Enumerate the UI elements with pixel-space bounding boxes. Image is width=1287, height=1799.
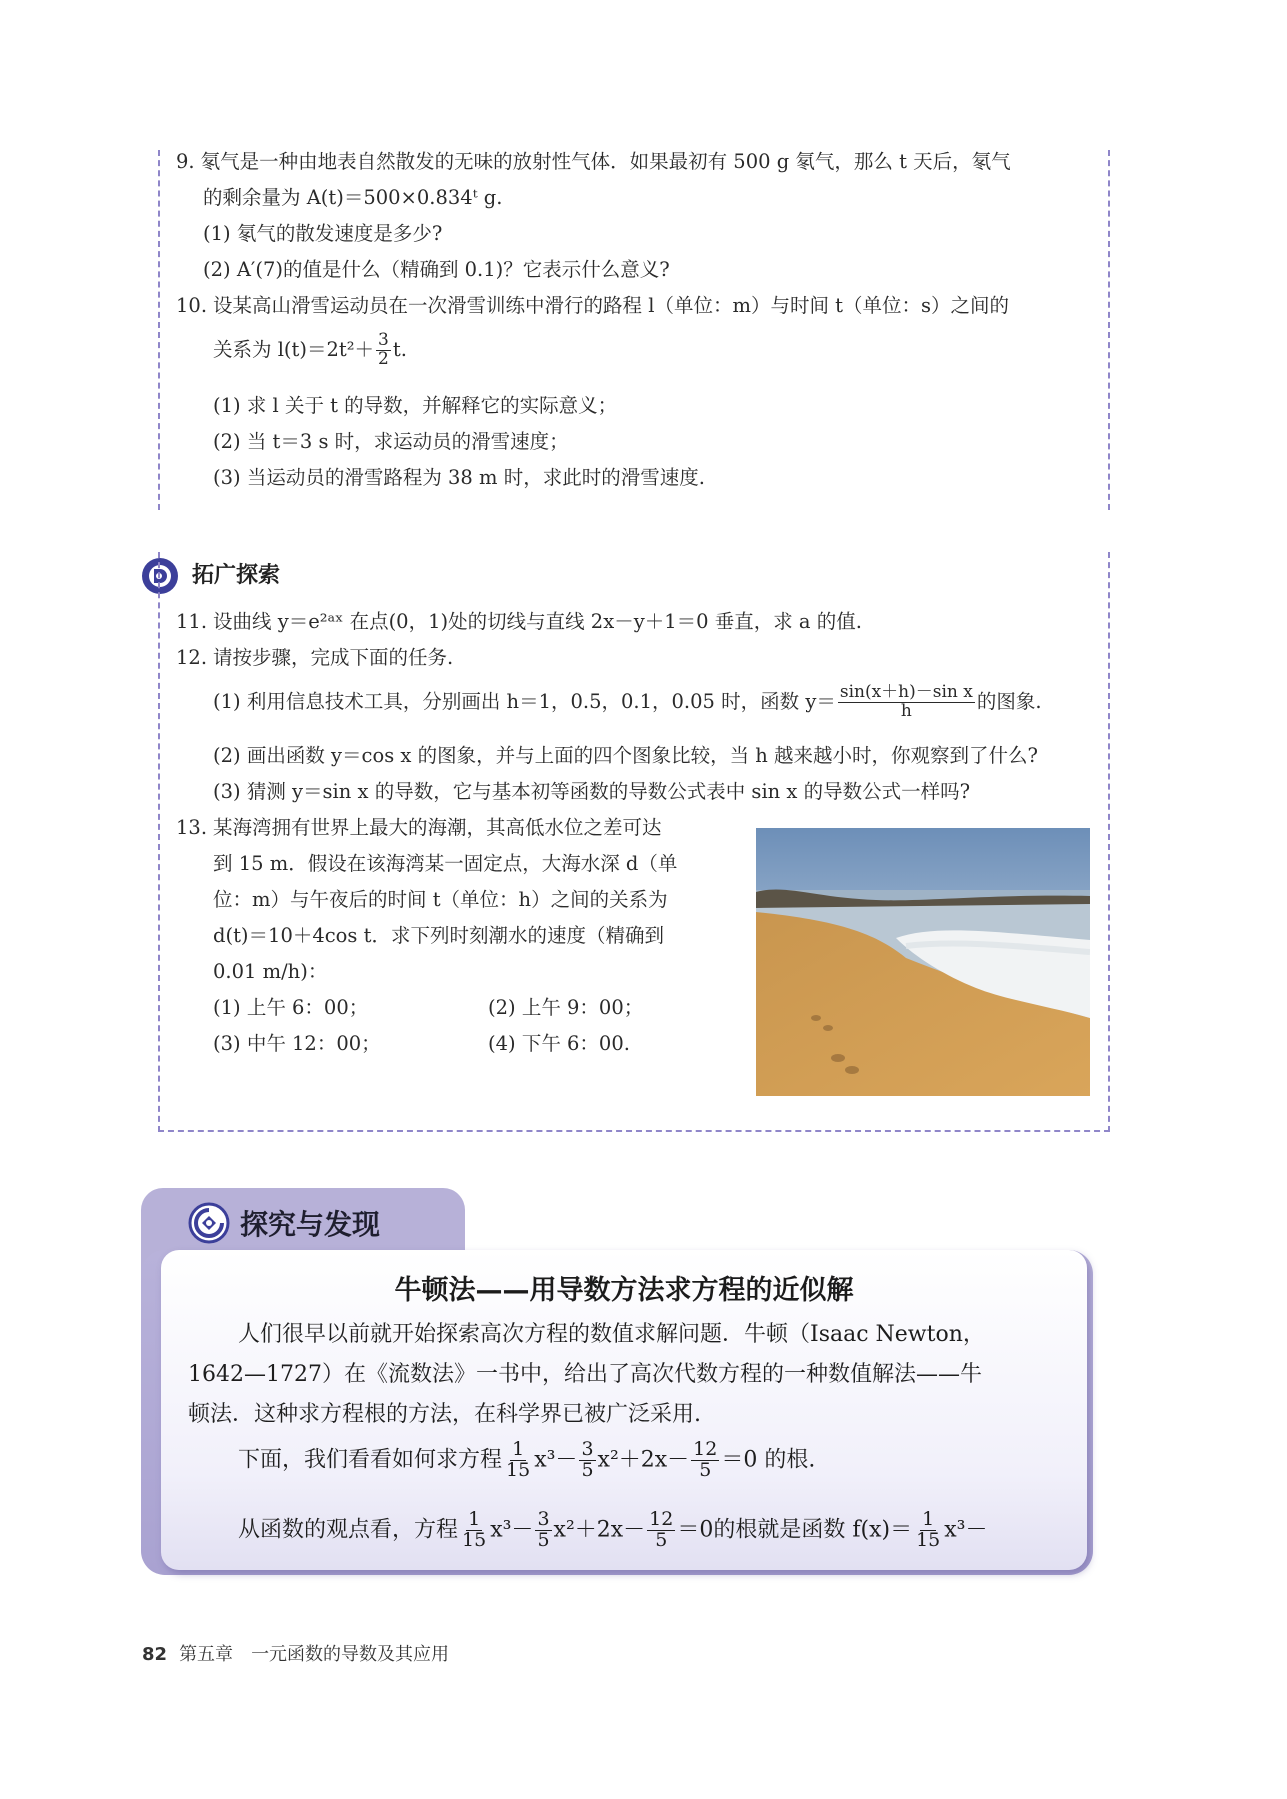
fraction [691,1440,719,1481]
problem-text: 氡气是一种由地表自然散发的无味的放射性气体．如果最初有 500 g 氡气，那么 t 天后，氡气 [200,150,1011,173]
fraction [838,684,975,721]
problem-text: 设曲线 y＝e²ᵃˣ 在点(0，1)处的切线与直线 2x－y＋1＝0 垂直，求 a 的值. [213,610,862,633]
para3-prefix: 从函数的观点看，方程 [238,1517,459,1543]
problem-13-q1: (1) 上午 6：00； [213,996,369,1019]
fraction [535,1510,551,1551]
equation-term: x²＋2x－ [553,1517,646,1543]
essay-para3 [238,1510,988,1551]
problem-text: 设某高山滑雪运动员在一次滑雪训练中滑行的路程 l（单位：m）与时间 t（单位：s）之间的 [213,294,1009,317]
fraction [460,1510,488,1551]
fraction [376,332,391,369]
denominator: 5 [699,1458,712,1481]
problem-10-q3: (3) 当运动员的滑雪路程为 38 m 时，求此时的滑雪速度. [213,466,705,489]
page-number: 82 [142,1644,168,1665]
q1-suffix: 的图象. [976,689,1042,713]
problem-11 [176,610,862,633]
numerator: 1 [512,1438,525,1460]
numerator: 3 [537,1508,550,1530]
essay-title: 牛顿法——用导数方法求方程的近似解 [394,1275,854,1306]
problem-number: 12. [176,646,208,669]
problem-13-line: d(t)＝10＋4cos t．求下列时刻潮水的速度（精确到 [213,924,664,947]
problem-9-q1: (1) 氡气的散发速度是多少? [203,222,443,245]
equation-term: x³－ [534,1447,578,1473]
essay-para1-line2: 1642—1727）在《流数法》一书中，给出了高次代数方程的一种数值解法——牛 [188,1362,982,1387]
problem-text: 请按步骤，完成下面的任务. [213,646,454,669]
numerator: 1 [922,1508,935,1530]
numerator: 1 [468,1508,481,1530]
problem-12-q3: (3) 猜测 y＝sin x 的导数，它与基本初等函数的导数公式表中 sin x 的导数公式一样吗? [213,780,971,803]
problem-10-relation [213,332,407,369]
essay-para2 [238,1440,815,1481]
denominator: 15 [506,1458,531,1481]
para2-prefix: 下面，我们看看如何求方程 [238,1447,503,1473]
denominator: 5 [537,1528,550,1551]
relation-suffix: t. [392,337,407,361]
denominator: 2 [378,348,389,369]
equation-term: x³－ [490,1517,534,1543]
numerator: 12 [693,1438,718,1460]
numerator: 3 [581,1438,594,1460]
problem-number: 10. [176,294,208,317]
beach-photo [756,828,1090,1096]
problem-number: 9. [176,150,195,173]
problem-9-q2: (2) A′(7)的值是什么（精确到 0.1)？它表示什么意义? [203,258,670,281]
explore-header: 探究与发现 [240,1208,381,1241]
numerator: sin(x＋h)－sin x [839,682,973,702]
problem-13-line: 0.01 m/h)： [213,960,328,983]
problem-12-q1 [213,684,1042,721]
fraction [504,1440,532,1481]
problem-12-q2: (2) 画出函数 y＝cos x 的图象，并与上面的四个图象比较，当 h 越来越小时，你观察到了什么? [213,744,1039,767]
chapter-label: 第五章 [179,1644,234,1665]
chapter-title: 一元函数的导数及其应用 [251,1644,450,1665]
extension-title: 拓广探索 [192,563,281,588]
denominator: 15 [462,1528,487,1551]
problem-9 [176,150,1011,173]
denominator: h [900,700,912,721]
problem-10-q2: (2) 当 t＝3 s 时，求运动员的滑雪速度； [213,430,569,453]
explore-icon [188,1202,230,1244]
problem-13 [176,816,662,839]
problem-13-q2: (2) 上午 9：00； [488,996,644,1019]
denominator: 15 [916,1528,941,1551]
essay-para1-line1: 人们很早以前就开始探索高次方程的数值求解问题．牛顿（Isaac Newton， [238,1322,985,1347]
problem-12 [176,646,453,669]
para3-mid: 的根就是函数 f(x)＝ [713,1517,913,1543]
denominator: 5 [655,1528,668,1551]
q1-prefix: (1) 利用信息技术工具，分别画出 h＝1，0.5，0.1，0.05 时，函数 y＝ [213,689,836,713]
fraction [579,1440,595,1481]
problem-13-line: 位：m）与午夜后的时间 t（单位：h）之间的关系为 [213,888,668,911]
equation-term: x²＋2x－ [597,1447,690,1473]
problem-13-q4: (4) 下午 6：00. [488,1032,630,1055]
denominator: 5 [581,1458,594,1481]
essay-para1-line3: 顿法．这种求方程根的方法，在科学界已被广泛采用. [188,1402,701,1427]
problem-10 [176,294,1009,317]
numerator: 12 [649,1508,674,1530]
equation-term: ＝0 [721,1447,758,1473]
page-footer [142,1640,449,1666]
problem-10-q1: (1) 求 l 关于 t 的导数，并解释它的实际意义； [213,394,618,417]
problem-13-line: 到 15 m．假设在该海湾某一固定点，大海水深 d（单 [213,852,678,875]
problem-9-line2: 的剩余量为 A(t)＝500×0.834ᵗ g. [203,186,503,209]
numerator: 3 [378,330,389,350]
para3-tail: x³－ [944,1517,988,1543]
problem-number: 13. [176,816,208,839]
fraction [647,1510,675,1551]
fraction [914,1510,942,1551]
problem-number: 11. [176,610,208,633]
relation-prefix: 关系为 l(t)＝2t²＋ [213,337,375,361]
problem-13-q3: (3) 中午 12：00； [213,1032,381,1055]
equation-term: ＝0 [677,1517,714,1543]
para2-suffix: 的根. [757,1447,816,1473]
problem-text: 某海湾拥有世界上最大的海潮，其高低水位之差可达 [213,816,662,839]
